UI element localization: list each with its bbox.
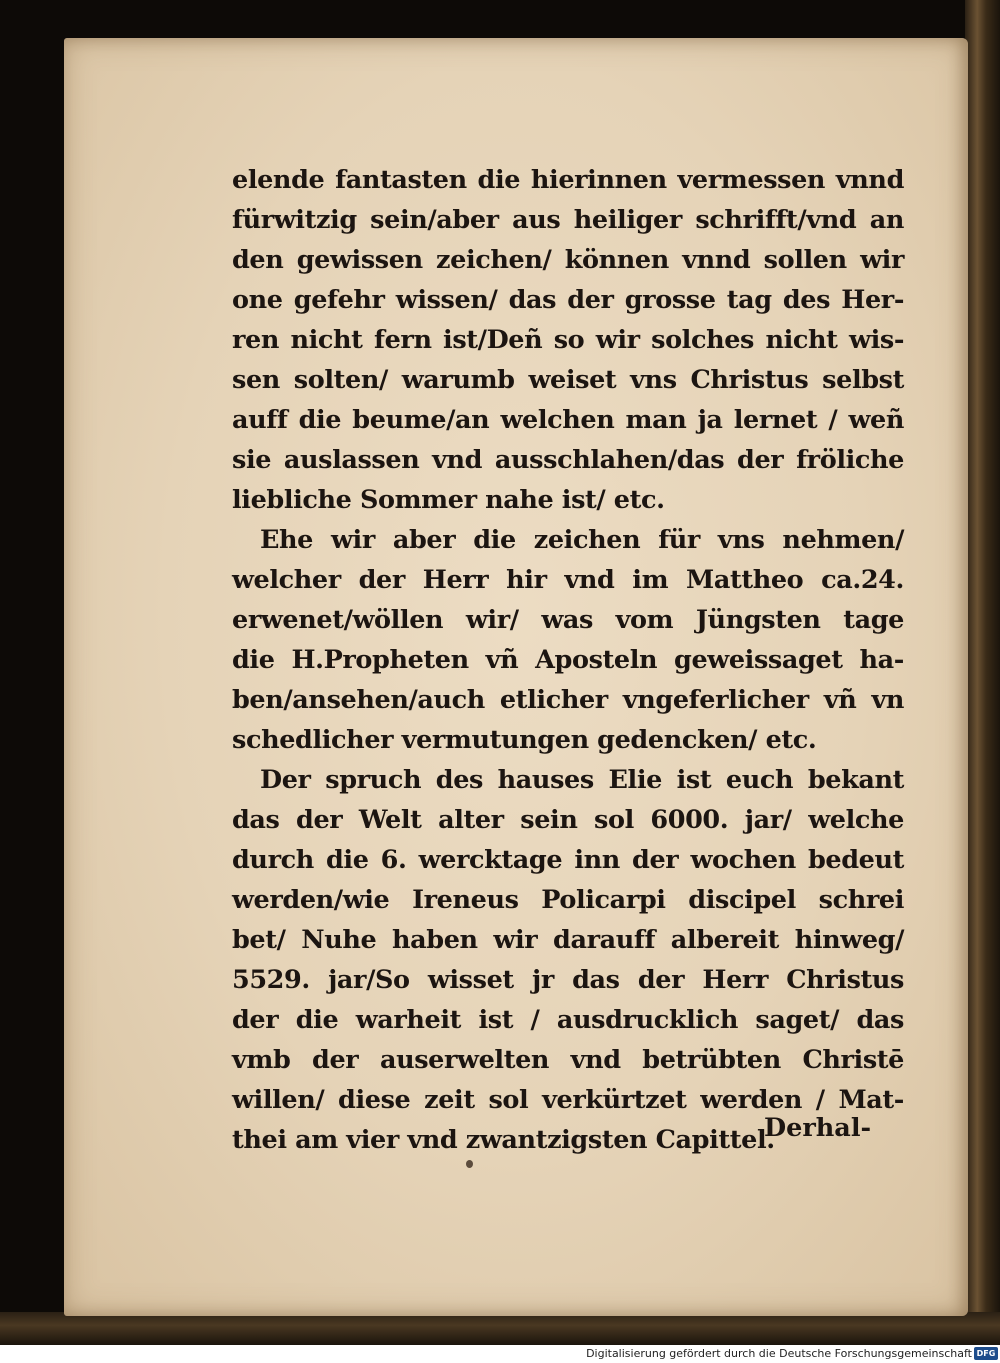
text-line: thei am vier vnd zwantzigsten Capittel. <box>232 1125 775 1155</box>
text-line: Der spruch des hauses Elie ist euch bekant <box>260 765 904 795</box>
text-line: schedlicher vermutungen gedencken/ etc. <box>232 725 817 755</box>
text-line: willen/ diese zeit sol verkürtzet werden / Mat- <box>232 1085 904 1115</box>
text-line: bet/ Nuhe haben wir darauff albereit hinweg/ <box>232 925 904 955</box>
text-line: sen solten/ warumb weiset vns Christus selbst <box>232 365 904 395</box>
text-line: elende fantasten die hierinnen vermessen vnnd <box>232 165 904 195</box>
text-line: sie auslassen vnd ausschlahen/das der fröliche <box>232 445 904 475</box>
text-line: den gewissen zeichen/ können vnnd sollen wir <box>232 245 904 275</box>
ink-speck <box>466 1160 473 1168</box>
book-page <box>64 38 968 1316</box>
text-line: werden/wie Ireneus Policarpi discipel schrei <box>232 885 904 915</box>
book-edge <box>965 0 1000 1345</box>
text-line: erwenet/wöllen wir/ was vom Jüngsten tage <box>232 605 904 635</box>
text-line: auff die beume/an welchen man ja lernet / weñ <box>232 405 904 435</box>
text-line: durch die 6. wercktage inn der wochen bedeut <box>232 845 904 875</box>
text-line: fürwitzig sein/aber aus heiliger schrifft/vnd an <box>232 205 904 235</box>
text-line: 5529. jar/So wisset jr das der Herr Christus <box>232 965 904 995</box>
book-edge-bottom <box>0 1312 1000 1345</box>
text-line: ben/ansehen/auch etlicher vngeferlicher vñ vn <box>232 685 904 715</box>
footer <box>0 1345 1000 1363</box>
page-text <box>232 160 904 1160</box>
text-line: vmb der auserwelten vnd betrübten Christē <box>232 1045 904 1075</box>
text-line: one gefehr wissen/ das der grosse tag des Her- <box>232 285 904 315</box>
text-line: Ehe wir aber die zeichen für vns nehmen/ <box>260 525 904 555</box>
text-line: der die warheit ist / ausdrucklich saget/ das <box>232 1005 904 1035</box>
text-line: das der Welt alter sein sol 6000. jar/ welche <box>232 805 904 835</box>
dfg-logo-icon: DFG <box>974 1347 998 1360</box>
catchword: Derhal- <box>764 1113 872 1143</box>
footer-credit: Digitalisierung gefördert durch die Deutsche Forschungsgemeinschaft <box>586 1347 972 1360</box>
text-line: liebliche Sommer nahe ist/ etc. <box>232 485 665 515</box>
text-line: die H.Propheten vñ Aposteln geweissaget ha- <box>232 645 904 675</box>
text-line: welcher der Herr hir vnd im Mattheo ca.24. <box>232 565 904 595</box>
text-line: ren nicht fern ist/Deñ so wir solches nicht wis- <box>232 325 904 355</box>
